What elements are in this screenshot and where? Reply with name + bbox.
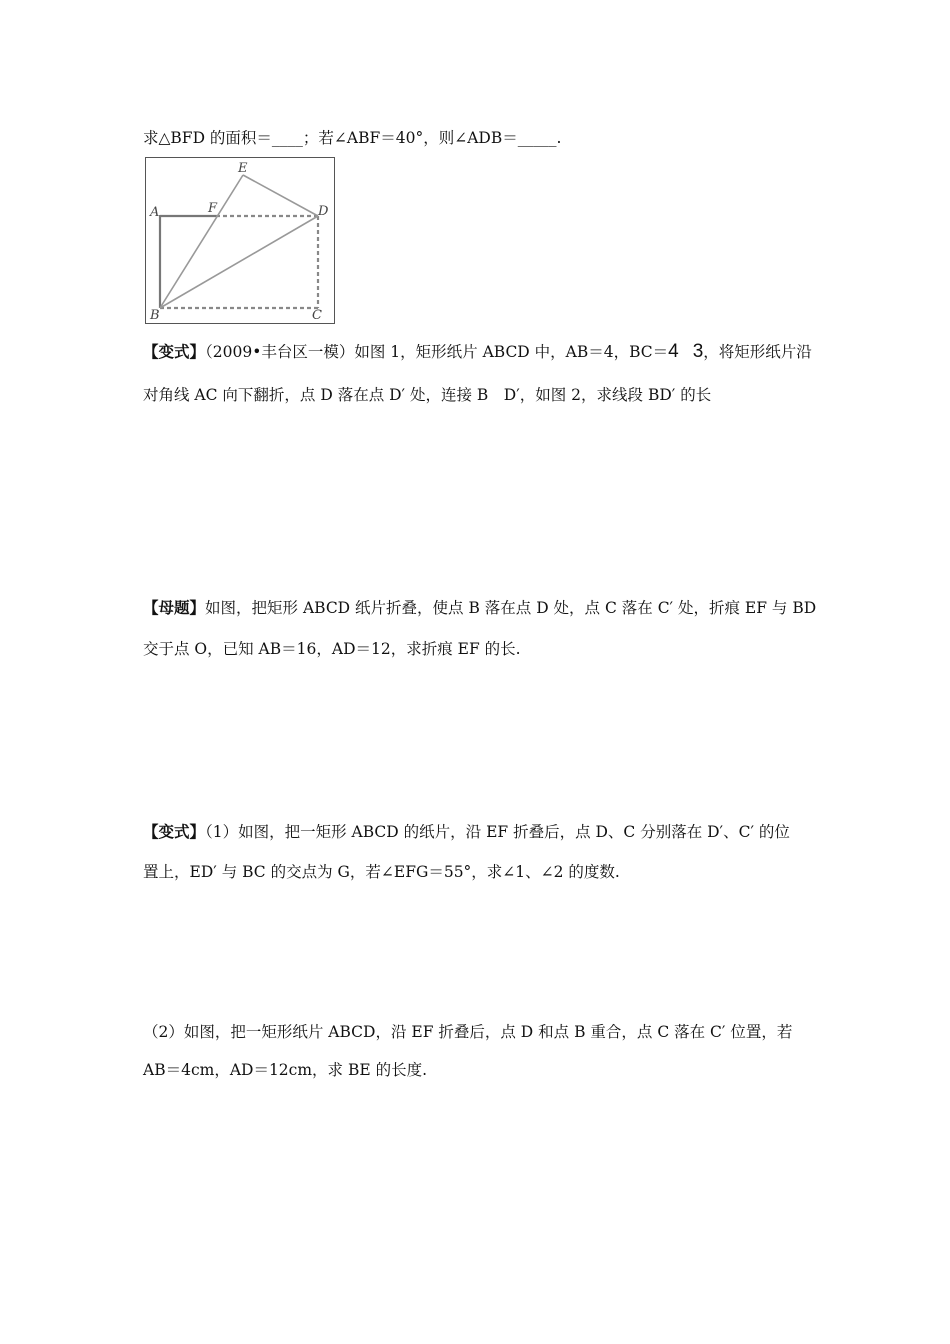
segment-ed xyxy=(243,175,318,216)
variant1-line1 xyxy=(143,342,812,362)
variant1-text-pre: （2009•丰台区一模）如图 1，矩形纸片 ABCD 中，AB＝4，BC＝ xyxy=(205,343,669,361)
mother-text: 如图，把矩形 ABCD 纸片折叠，使点 B 落在点 D 处，点 C 落在 C′ 处，折痕 EF 与 BD xyxy=(205,599,817,617)
part2-line2: AB＝4cm，AD＝12cm，求 BE 的长度. xyxy=(143,1061,428,1079)
bc-digit-2: 3 xyxy=(692,341,704,362)
question-area-angle: 求△BFD 的面积＝____；若∠ABF＝40°，则∠ADB＝_____. xyxy=(143,129,562,147)
segment-be xyxy=(160,175,243,308)
label-c: C xyxy=(312,308,322,323)
variant1-line2: 对角线 AC 向下翻折，点 D 落在点 D′ 处，连接 B D′，如图 2，求线段 BD′ 的长 xyxy=(143,386,712,404)
geometry-figure xyxy=(145,157,335,324)
part2-line1: （2）如图，把一矩形纸片 ABCD，沿 EF 折叠后，点 D 和点 B 重合，点 C 落在 C′ 位置，若 xyxy=(143,1023,793,1041)
variant2-tag: 【变式】 xyxy=(143,822,206,841)
label-a: A xyxy=(150,205,160,220)
mother-line2: 交于点 O，已知 AB＝16，AD＝12，求折痕 EF 的长. xyxy=(143,640,521,658)
mother-tag: 【母题】 xyxy=(143,598,206,617)
variant2-line2: 置上，ED′ 与 BC 的交点为 G，若∠EFG＝55°，求∠1、∠2 的度数. xyxy=(143,863,620,881)
label-e: E xyxy=(238,161,248,176)
mother-line1 xyxy=(143,598,816,618)
variant1-text-post: ，将矩形纸片沿 xyxy=(703,343,812,361)
variant2-line1 xyxy=(143,822,790,842)
figure-svg xyxy=(146,158,334,323)
label-d: D xyxy=(318,204,329,219)
variant2-text: （1）如图，把一矩形 ABCD 的纸片，沿 EF 折叠后，点 D、C 分别落在 D′、C′ 的位 xyxy=(205,823,790,841)
variant1-tag: 【变式】 xyxy=(143,342,206,361)
label-b: B xyxy=(150,308,160,323)
segment-bd xyxy=(160,216,318,308)
bc-digit-1: 4 xyxy=(668,341,679,362)
label-f: F xyxy=(208,201,218,216)
